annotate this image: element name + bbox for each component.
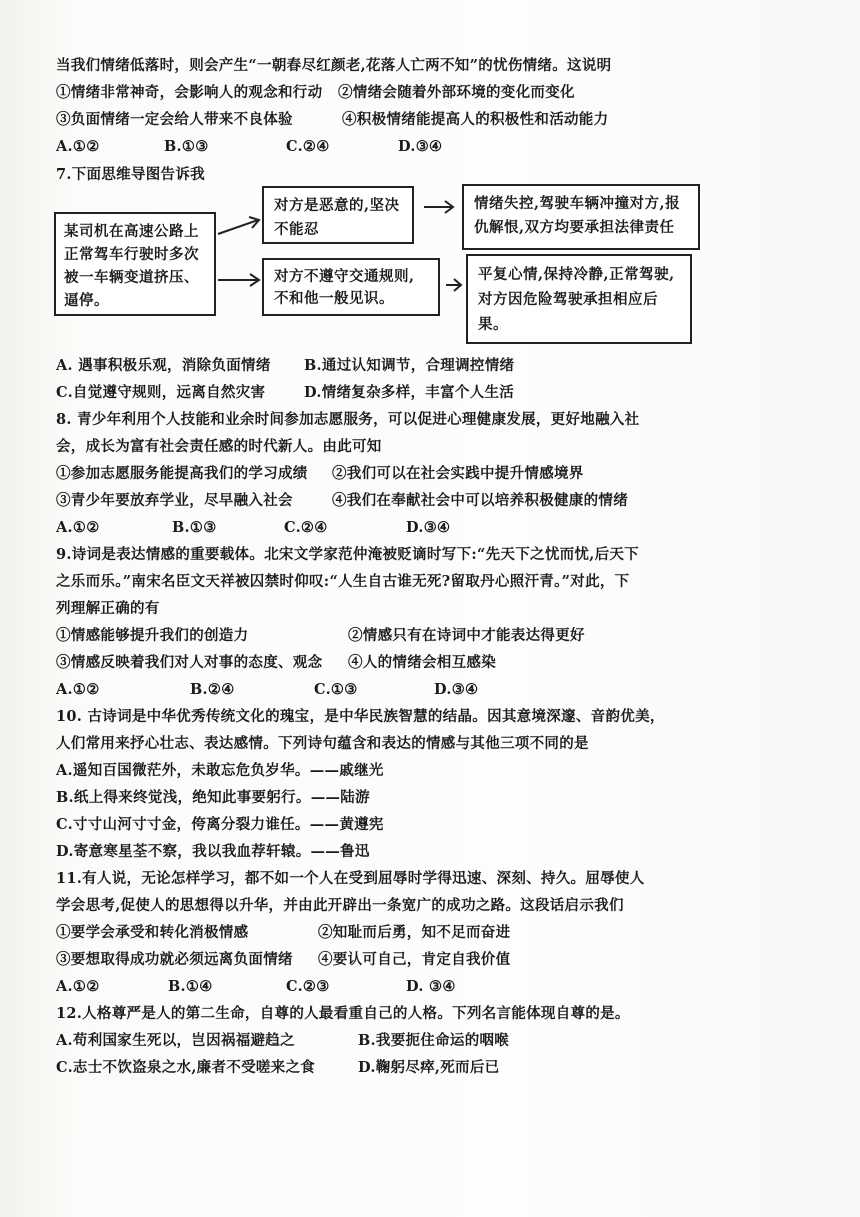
q12-option-d[interactable]: D.鞠躬尽瘁,死而后已 [358, 1059, 500, 1076]
q7-option-c[interactable]: C.自觉遵守规则，远离自然灾害 [56, 384, 266, 401]
q6-statements-row2 [56, 110, 609, 130]
q12-option-a[interactable]: A.苟利国家生死以，岂因祸福避趋之 [56, 1032, 295, 1049]
q12-options-row2 [56, 1058, 500, 1078]
q9-statements-row2 [56, 653, 496, 673]
q9-option-a[interactable]: A.①② [56, 681, 100, 698]
q11-stem-line1: 11.有人说，无论怎样学习，都不如一个人在受到屈辱时学得迅速、深刻、持久。屈辱使人 [56, 870, 645, 887]
arrow-icon [216, 272, 264, 288]
q10-option-a[interactable]: A.遥知百国微茫外，未敢忘危负岁华。——戚继光 [56, 762, 384, 779]
q10-option-c[interactable]: C.寸寸山河寸寸金，侉离分裂力谁任。——黄遵宪 [56, 816, 384, 833]
q8-option-d[interactable]: D.③④ [406, 519, 451, 536]
q10-option-d[interactable]: D.寄意寒星荃不察，我以我血荐轩辕。——鲁迅 [56, 843, 370, 860]
q9-statements-row1 [56, 626, 585, 646]
mindmap-end-box-2: 平复心情,保持冷静,正常驾驶,对方因危险驾驶承担相应后果。 [466, 254, 692, 344]
q6-statement-1: ①情绪非常神奇，会影响人的观念和行动 [56, 84, 323, 101]
q7-stem: 7.下面思维导图告诉我 [56, 166, 205, 183]
q9-statement-4: ④人的情绪会相互感染 [348, 654, 496, 671]
q10-stem-line1: 10. 古诗词是中华优秀传统文化的瑰宝，是中华民族智慧的结晶。因其意境深邃、音韵优美， [56, 708, 665, 725]
q9-stem-line3: 列理解正确的有 [56, 600, 160, 617]
q9-option-b[interactable]: B.②④ [190, 681, 235, 698]
q8-statements-row1 [56, 464, 584, 484]
q8-statement-4: ④我们在奉献社会中可以培养积极健康的情绪 [332, 492, 628, 509]
q9-option-c[interactable]: C.①③ [314, 681, 358, 698]
q6-statement-4: ④积极情绪能提高人的积极性和活动能力 [342, 111, 609, 128]
q8-statement-3: ③青少年要放弃学业，尽早融入社会 [56, 492, 293, 509]
q11-statements-row1 [56, 923, 511, 943]
q10-option-b[interactable]: B.纸上得来终觉浅，绝知此事要躬行。——陆游 [56, 789, 370, 806]
q7-options-row2 [56, 383, 515, 403]
q9-stem-line1: 9.诗词是表达情感的重要载体。北宋文学家范仲淹被贬谪时写下:“先天下之忧而忧,后天下 [56, 546, 639, 563]
q7-option-a[interactable]: A. 遇事积极乐观，消除负面情绪 [56, 357, 271, 374]
q8-statement-2: ②我们可以在社会实践中提升情感境界 [332, 465, 584, 482]
q11-options [56, 977, 456, 997]
q6-statement-2: ②情绪会随着外部环境的变化而变化 [338, 84, 575, 101]
q11-statement-1: ①要学会承受和转化消极情感 [56, 924, 249, 941]
q11-option-d[interactable]: D. ③④ [406, 978, 456, 995]
q12-options-row1 [56, 1031, 510, 1051]
q11-statements-row2 [56, 950, 511, 970]
q12-stem: 12.人格尊严是人的第二生命，自尊的人最看重自己的人格。下列名言能体现自尊的是。 [56, 1005, 630, 1022]
q6-option-b[interactable]: B.①③ [164, 138, 209, 155]
q9-statement-1: ①情感能够提升我们的创造力 [56, 627, 249, 644]
q11-stem-line2: 学会思考,促使人的思想得以升华，并由此开辟出一条宽广的成功之路。这段话启示我们 [56, 897, 624, 914]
q12-option-b[interactable]: B.我要扼住命运的咽喉 [358, 1032, 510, 1049]
q6-statement-3: ③负面情绪一定会给人带来不良体验 [56, 111, 293, 128]
q11-option-a[interactable]: A.①② [56, 978, 100, 995]
q8-statement-1: ①参加志愿服务能提高我们的学习成绩 [56, 465, 308, 482]
q11-option-b[interactable]: B.①④ [168, 978, 213, 995]
q6-option-a[interactable]: A.①② [56, 138, 100, 155]
q7-options-row1 [56, 356, 515, 376]
q11-statement-3: ③要想取得成功就必须远离负面情绪 [56, 951, 293, 968]
mindmap-mid-box-1: 对方是恶意的,坚决不能忍 [262, 186, 414, 244]
q8-stem-line2: 会，成长为富有社会责任感的时代新人。由此可知 [56, 438, 382, 455]
q9-stem-line2: 之乐而乐。”南宋名臣文天祥被囚禁时仰叹:“人生自古谁无死?留取丹心照汗青。”对此，下 [56, 573, 630, 590]
arrow-icon [444, 278, 464, 292]
q11-statement-4: ④要认可自己，肯定自我价值 [318, 951, 511, 968]
arrow-icon [422, 200, 456, 214]
mindmap-mid-box-2: 对方不遵守交通规则,不和他一般见识。 [262, 258, 440, 316]
q8-options [56, 518, 451, 538]
q8-statements-row2 [56, 491, 628, 511]
q12-option-c[interactable]: C.志士不饮盗泉之水,廉者不受嗟来之食 [56, 1059, 316, 1076]
q10-stem-line2: 人们常用来抒心壮志、表达感情。下列诗句蕴含和表达的情感与其他三项不同的是 [56, 735, 589, 752]
q8-option-b[interactable]: B.①③ [172, 519, 217, 536]
mindmap-end-box-1: 情绪失控,驾驶车辆冲撞对方,报仇解恨,双方均要承担法律责任 [462, 184, 700, 250]
q6-options [56, 137, 443, 157]
q6-option-d[interactable]: D.③④ [398, 138, 443, 155]
q11-option-c[interactable]: C.②③ [286, 978, 330, 995]
q11-statement-2: ②知耻而后勇，知不足而奋进 [318, 924, 511, 941]
q6-option-c[interactable]: C.②④ [286, 138, 330, 155]
q9-statement-2: ②情感只有在诗词中才能表达得更好 [348, 627, 585, 644]
q9-statement-3: ③情感反映着我们对人对事的态度、观念 [56, 654, 323, 671]
mindmap-start-box: 某司机在高速公路上正常驾车行驶时多次被一车辆变道挤压、逼停。 [54, 212, 216, 316]
q6-statements-row1 [56, 83, 575, 103]
q8-option-c[interactable]: C.②④ [284, 519, 328, 536]
q7-option-d[interactable]: D.情绪复杂多样，丰富个人生活 [304, 384, 515, 401]
q8-stem-line1: 8. 青少年利用个人技能和业余时间参加志愿服务，可以促进心理健康发展，更好地融入社 [56, 411, 640, 428]
q9-option-d[interactable]: D.③④ [434, 681, 479, 698]
q8-option-a[interactable]: A.①② [56, 519, 100, 536]
q6-stem: 当我们情绪低落时，则会产生“一朝春尽红颜老,花落人亡两不知”的忧伤情绪。这说明 [56, 57, 612, 74]
arrow-icon [216, 212, 264, 242]
q9-options [56, 680, 479, 700]
q7-option-b[interactable]: B.通过认知调节，合理调控情绪 [304, 357, 515, 374]
